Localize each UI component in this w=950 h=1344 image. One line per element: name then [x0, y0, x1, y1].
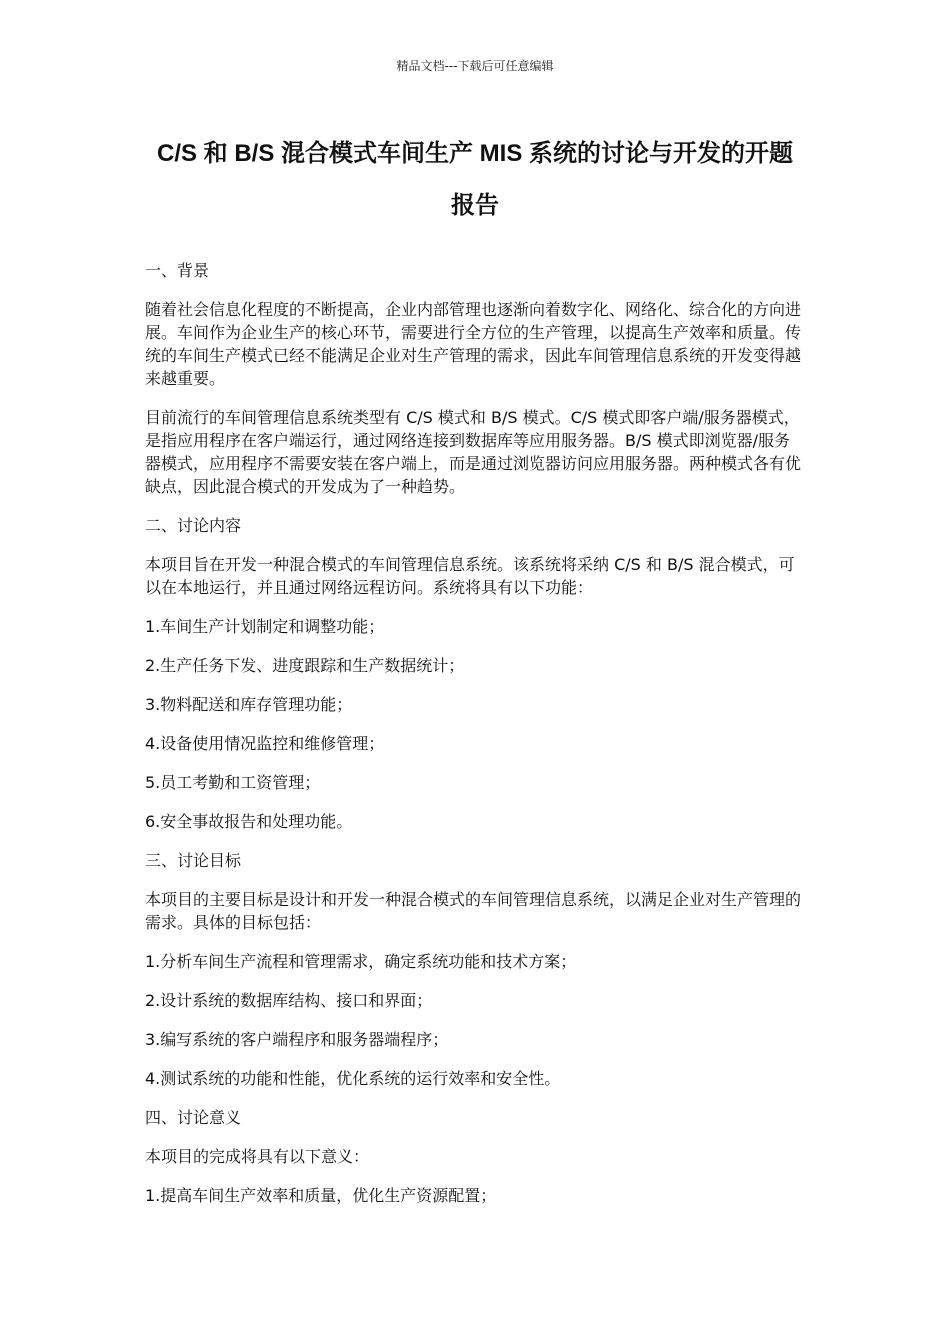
section-heading-significance: 四、讨论意义 [145, 1108, 242, 1127]
list-item: 2.生产任务下发、进度跟踪和生产数据统计； [145, 656, 465, 675]
list-item: 2.设计系统的数据库结构、接口和界面； [145, 991, 433, 1010]
header-note: 精品文档---下载后可任意编辑 [396, 59, 554, 73]
list-item: 4.测试系统的功能和性能，优化系统的运行效率和安全性。 [145, 1069, 561, 1088]
list-item: 5.员工考勤和工资管理； [145, 773, 321, 792]
paragraph: 本项目的主要目标是设计和开发一种混合模式的车间管理信息系统，以满足企业对生产管理的需求。具体的目标包括： [145, 890, 802, 932]
paragraph: 本项目的完成将具有以下意义： [145, 1147, 370, 1166]
list-item: 3.编写系统的客户端程序和服务器端程序； [145, 1030, 449, 1049]
document-body [145, 259, 805, 1223]
section-heading-goals: 三、讨论目标 [145, 851, 242, 870]
list-item: 1.分析车间生产流程和管理需求，确定系统功能和技术方案； [145, 952, 577, 971]
document-title: C/S 和 B/S 混合模式车间生产 MIS 系统的讨论与开发的开题报告 [156, 140, 794, 219]
list-item: 4.设备使用情况监控和维修管理； [145, 734, 385, 753]
paragraph: 目前流行的车间管理信息系统类型有 C/S 模式和 B/S 模式。C/S 模式即客户端/服务器模式，是指应用程序在客户端运行，通过网络连接到数据库等应用服务器。B/S 模式即浏览器/服务器模式，应用程序不需要安装在客户端上，而是通过浏览器访问应用服务器。两种模式各有优缺点，因此混合模式的开发成为了一种趋势。 [145, 408, 802, 496]
list-item: 1.提高车间生产效率和质量，优化生产资源配置； [145, 1186, 497, 1205]
list-item: 6.安全事故报告和处理功能。 [145, 812, 353, 831]
paragraph: 随着社会信息化程度的不断提高，企业内部管理也逐渐向着数字化、网络化、综合化的方向进展。车间作为企业生产的核心环节，需要进行全方位的生产管理，以提高生产效率和质量。传统的车间生产模式已经不能满足企业对生产管理的需求，因此车间管理信息系统的开发变得越来越重要。 [145, 300, 802, 388]
list-item: 3.物料配送和库存管理功能； [145, 695, 353, 714]
paragraph: 本项目旨在开发一种混合模式的车间管理信息系统。该系统将采纳 C/S 和 B/S 混合模式，可以在本地运行，并且通过网络远程访问。系统将具有以下功能： [145, 555, 795, 597]
section-heading-content: 二、讨论内容 [145, 516, 242, 535]
section-heading-background: 一、背景 [145, 261, 210, 280]
list-item: 1.车间生产计划制定和调整功能； [145, 617, 385, 636]
